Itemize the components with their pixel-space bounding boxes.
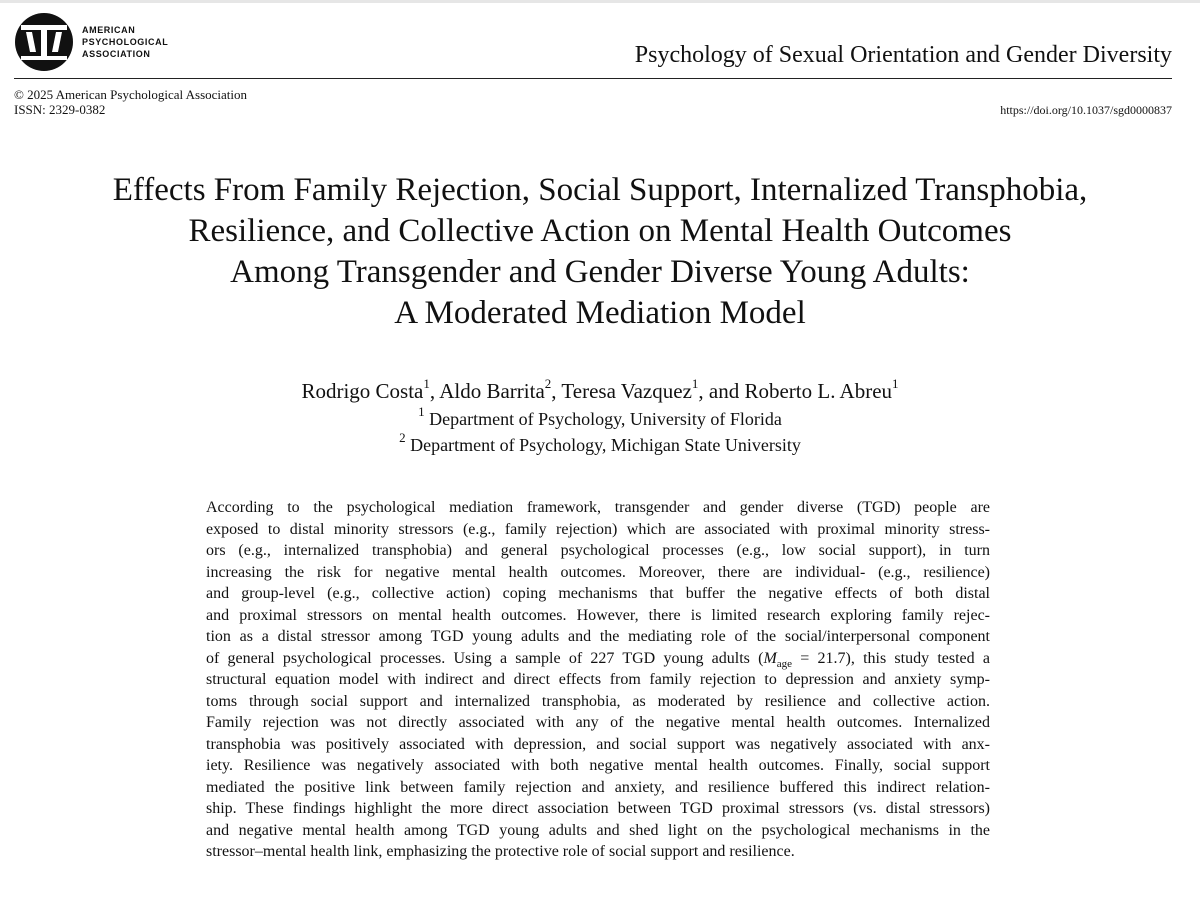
title-line: Effects From Family Rejection, Social Support, Internalized Transphobia, [112, 172, 1088, 208]
affiliation-name: Department of Psychology, University of Florida [429, 409, 782, 429]
abstract-line: and proximal stressors on mental health outcomes. However, there is limited research exploring family rejec- [206, 606, 990, 624]
stat-subscript: age [776, 657, 793, 670]
apa-logo [14, 12, 168, 72]
author-name: Rodrigo Costa [301, 379, 424, 403]
author-name: Roberto L. Abreu [744, 379, 893, 403]
abstract-line: iety. Resilience was negatively associated with both negative mental health outcomes. Finally, social support [206, 757, 990, 774]
affiliation [0, 404, 1200, 431]
publisher-name-line: PSYCHOLOGICAL [82, 37, 169, 47]
title-line: Among Transgender and Gender Diverse Young Adults: [230, 254, 970, 290]
copyright: © 2025 American Psychological Association [14, 87, 248, 102]
author-affiliation-marker: 1 [423, 376, 430, 391]
abstract-line: ship. These findings highlight the more direct association between TGD proximal stressors (vs. distal stressors) [206, 800, 990, 817]
abstract-line: tion as a distal stressor among TGD young adults and the mediating role of the social/interpersonal component [206, 628, 990, 645]
abstract-line: toms through social support and internalized transphobia, as moderated by resilience and collective action. [206, 692, 990, 710]
apa-logo-icon [14, 12, 74, 72]
publisher-name-line: AMERICAN [82, 25, 136, 35]
abstract-text: of general psychological processes. Using a sample of 227 TGD young adults ( [206, 649, 764, 667]
publisher-name [82, 24, 168, 60]
author-separator: , and [698, 379, 745, 403]
author-list [0, 378, 1200, 404]
affiliation-marker: 1 [418, 404, 425, 419]
top-edge-rule [0, 0, 1200, 3]
affiliation-name: Department of Psychology, Michigan State University [410, 435, 801, 455]
stat-symbol: M [763, 649, 777, 667]
abstract-line: mediated the positive link between family rejection and anxiety, and resilience buffered this indirect relation- [206, 778, 990, 796]
affiliation-marker: 2 [399, 430, 406, 445]
abstract-line: and group-level (e.g., collective action) coping mechanisms that buffer the negative effects of both distal [206, 585, 990, 602]
author-affiliation-marker: 1 [691, 376, 699, 391]
author-separator: , [429, 379, 440, 403]
abstract-text: ), this study tested a [845, 649, 990, 667]
publication-meta [14, 87, 247, 117]
title-line: A Moderated Mediation Model [394, 295, 806, 331]
author-name: Teresa Vazquez [561, 379, 692, 403]
issn: ISSN: 2329-0382 [14, 102, 106, 117]
abstract-line: Family rejection was not directly associated with any of the negative mental health outcomes. Internalized [206, 714, 990, 731]
abstract-line: and negative mental health among TGD young adults and shed light on the psychological mechanisms in the [206, 821, 990, 839]
author-separator: , [551, 379, 562, 403]
author-affiliation-marker: 1 [892, 376, 899, 391]
abstract-line: ors (e.g., internalized transphobia) and general psychological processes (e.g., low social support), in turn [206, 542, 990, 559]
abstract-line: structural equation model with indirect and direct effects from family rejection to depression and anxiety symp- [206, 671, 990, 688]
author-name: Aldo Barrita [439, 379, 545, 403]
abstract-line: According to the psychological mediation framework, transgender and gender diverse (TGD) people are [206, 499, 990, 516]
publisher-name-line: ASSOCIATION [82, 49, 151, 59]
affiliation [0, 430, 1200, 457]
doi-link[interactable]: https://doi.org/10.1037/sgd0000837 [1000, 103, 1172, 117]
article-title [0, 170, 1200, 334]
title-line: Resilience, and Collective Action on Mental Health Outcomes [188, 213, 1012, 249]
abstract [206, 497, 990, 863]
abstract-line: exposed to distal minority stressors (e.g., family rejection) which are associated with proximal minority stress- [206, 520, 990, 538]
abstract-line: stressor–mental health link, emphasizing the protective role of social support and resilience. [206, 843, 795, 860]
abstract-line: transphobia was positively associated with depression, and social support was negatively associated with anx- [206, 735, 990, 753]
stat-value: 21.7 [817, 649, 846, 667]
abstract-line-with-statistic [206, 648, 990, 670]
abstract-line: increasing the risk for negative mental health outcomes. Moreover, there are individual- (e.g., resilience) [206, 563, 990, 581]
stat-relation: = [792, 649, 818, 667]
header-divider [14, 78, 1172, 79]
author-affiliation-marker: 2 [544, 376, 552, 391]
journal-title: Psychology of Sexual Orientation and Gender Diversity [634, 42, 1172, 68]
